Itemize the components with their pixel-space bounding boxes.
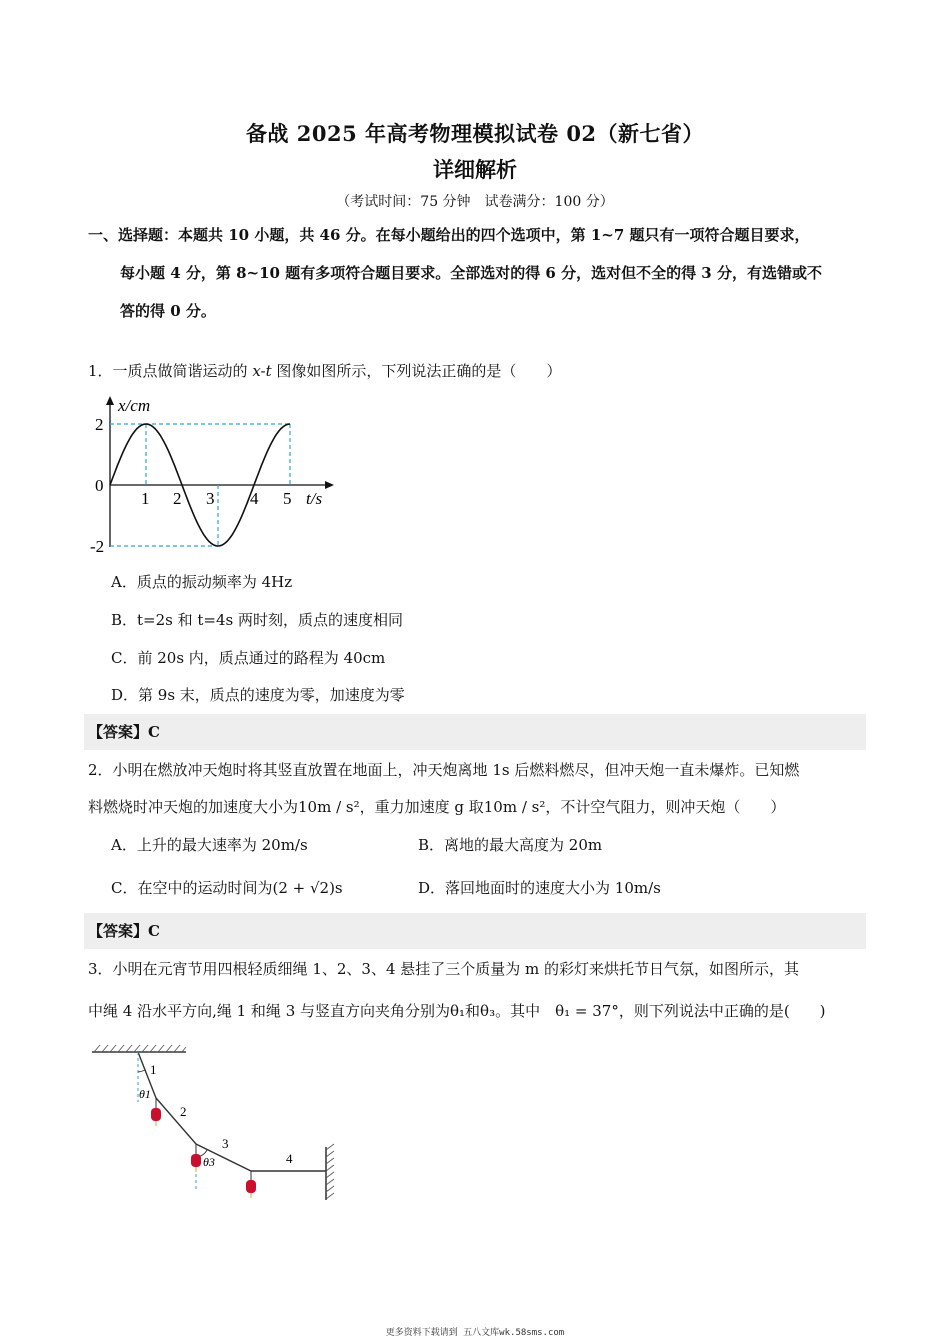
q1-answer: 【答案】C: [84, 714, 866, 750]
q2-option-c: C．在空中的运动时间为(2 + √2)s: [111, 879, 343, 897]
section-instructions-line1: 一、选择题：本题共 10 小题，共 46 分。在每小题给出的四个选项中，第 1~7 题只有一项符合题目要求，: [88, 226, 810, 244]
question-2-line1: 2．小明在燃放冲天炮时将其竖直放置在地面上，冲天炮离地 1s 后燃料燃尽，但冲天炮一直未爆炸。已知燃: [88, 761, 800, 779]
lantern-2: [191, 1154, 201, 1167]
question-3-line1: 3．小明在元宵节用四根轻质细绳 1、2、3、4 悬挂了三个质量为 m 的彩灯来烘托节日气氛，如图所示，其: [88, 960, 800, 978]
q2-answer: 【答案】C: [84, 913, 866, 949]
x-tick-2: 2: [173, 489, 182, 508]
x-axis-label: t/s: [306, 489, 323, 508]
y-axis-arrow: [106, 396, 114, 405]
q2-option-b: B．离地的最大高度为 20m: [418, 836, 603, 854]
q1-option-d: D．第 9s 末，质点的速度为零，加速度为零: [111, 686, 405, 704]
question-2-line2: 料燃烧时冲天炮的加速度大小为10m / s²，重力加速度 g 取10m / s²，不计空气阻力，则冲天炮（ ）: [88, 798, 786, 816]
rope-label-2: 2: [180, 1104, 187, 1119]
section-instructions-line2: 每小题 4 分，第 8~10 题有多项符合题目要求。全部选对的得 6 分，选对但不全的得 3 分，有选错或不: [120, 264, 822, 282]
page-subtitle: 详细解析: [433, 157, 517, 182]
x-axis-arrow: [325, 481, 334, 489]
section-instructions-line3: 答的得 0 分。: [120, 302, 216, 320]
x-tick-4: 4: [250, 489, 259, 508]
page-title: 备战 2025 年高考物理模拟试卷 02（新七省）: [245, 121, 705, 146]
wall-hatch: [326, 1144, 334, 1199]
exam-meta: （考试时间：75 分钟 试卷满分：100 分）: [336, 194, 614, 210]
origin-label: 0: [95, 476, 104, 495]
rope-label-1: 1: [150, 1062, 157, 1077]
y-axis-label: x/cm: [118, 396, 151, 415]
q1-option-a: A．质点的振动频率为 4Hz: [111, 573, 293, 591]
lantern-1: [151, 1108, 161, 1121]
question-1-stem: 1．一质点做简谐运动的 x-t 图像如图所示，下列说法正确的是（ ）: [88, 362, 562, 380]
x-tick-3: 3: [206, 489, 215, 508]
theta1-label: θ1: [139, 1087, 151, 1101]
q2-option-d: D．落回地面时的速度大小为 10m/s: [418, 879, 661, 897]
theta3-label: θ3: [203, 1155, 215, 1169]
q1-option-b: B．t=2s 和 t=4s 两时刻，质点的速度相同: [111, 611, 404, 629]
footer-note: 更多资料下载请到 五八文库wk.58sms.com: [385, 1328, 565, 1338]
q2-option-a: A．上升的最大速率为 20m/s: [111, 836, 308, 854]
y-tick-neg2: -2: [90, 537, 105, 556]
q1-option-c: C．前 20s 内，质点通过的路程为 40cm: [111, 649, 386, 667]
rope-chain: [138, 1052, 326, 1171]
xt-graph: [88, 392, 348, 562]
rope-label-4: 4: [286, 1151, 293, 1166]
lantern-figure: [88, 1042, 358, 1207]
y-tick-2: 2: [95, 415, 104, 434]
question-3-line2: 中绳 4 沿水平方向,绳 1 和绳 3 与竖直方向夹角分别为θ₁和θ₃。其中 θ₁ = 37°，则下列说法中正确的是( ): [88, 1002, 826, 1020]
x-tick-5: 5: [283, 489, 292, 508]
x-tick-1: 1: [141, 489, 150, 508]
theta1-arc: [138, 1070, 145, 1072]
lantern-3: [246, 1180, 256, 1193]
ceiling-hatch: [94, 1045, 186, 1052]
rope-label-3: 3: [222, 1136, 229, 1151]
